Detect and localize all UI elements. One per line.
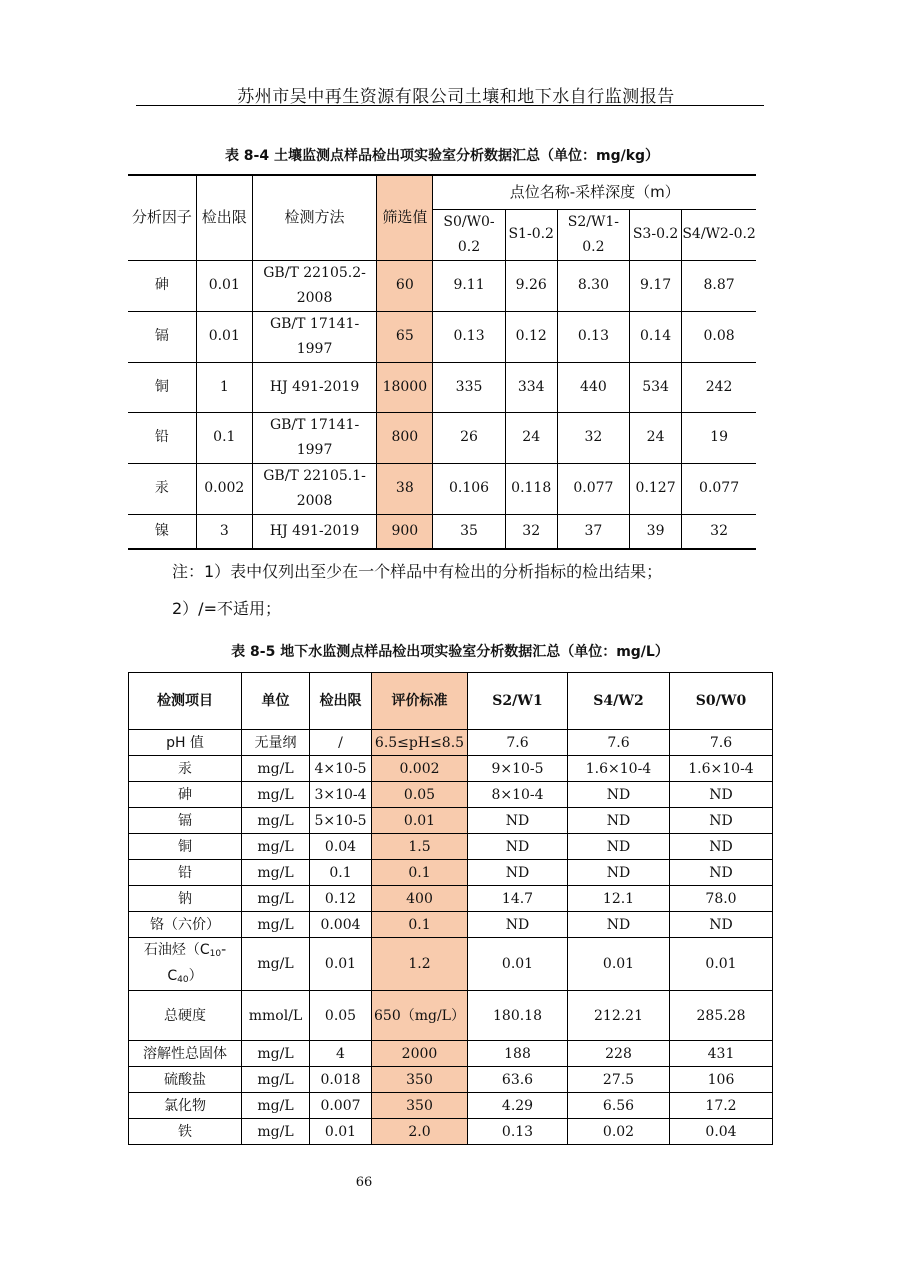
- cell-s2: 63.6: [468, 1067, 568, 1093]
- table-row: [129, 1093, 773, 1119]
- col-header-unit: 单位: [242, 673, 310, 730]
- cell-limit: 0.01: [310, 938, 372, 991]
- cell-s2: 14.7: [468, 886, 568, 912]
- cell-value: 334: [505, 362, 557, 412]
- cell-item: 铁: [129, 1119, 242, 1145]
- cell-value: 32: [557, 412, 629, 463]
- cell-unit: mg/L: [242, 1067, 310, 1093]
- cell-factor: 铅: [128, 412, 196, 463]
- cell-value: 0.127: [630, 463, 682, 514]
- cell-item: 汞: [129, 756, 242, 782]
- cell-s2: 0.13: [468, 1119, 568, 1145]
- cell-value: 8.87: [682, 260, 756, 311]
- cell-s4: ND: [568, 782, 670, 808]
- cell-value: 242: [682, 362, 756, 412]
- cell-s2: ND: [468, 860, 568, 886]
- cell-value: 0.077: [557, 463, 629, 514]
- cell-limit: 0.007: [310, 1093, 372, 1119]
- cell-screen: 900: [377, 514, 433, 549]
- cell-s0: 0.01: [670, 938, 773, 991]
- cell-item: 硫酸盐: [129, 1067, 242, 1093]
- cell-s0: ND: [670, 834, 773, 860]
- table-row: [129, 886, 773, 912]
- cell-item: 铜: [129, 834, 242, 860]
- cell-limit: 3: [196, 514, 252, 549]
- cell-item: 石油烃$(C_{10}-C_{40})$: [129, 938, 242, 991]
- cell-item: 镉: [129, 808, 242, 834]
- col-header-limit: 检出限: [310, 673, 372, 730]
- table-row: [129, 938, 773, 991]
- cell-limit: 3×10-4: [310, 782, 372, 808]
- col-header-s0: S0/W0: [670, 673, 773, 730]
- cell-s2: 188: [468, 1041, 568, 1067]
- cell-s0: 1.6×10-4: [670, 756, 773, 782]
- col-header-standard: 评价标准: [372, 673, 468, 730]
- cell-value: 32: [505, 514, 557, 549]
- cell-value: 440: [557, 362, 629, 412]
- cell-limit: 4: [310, 1041, 372, 1067]
- cell-s4: 0.01: [568, 938, 670, 991]
- cell-s4: 6.56: [568, 1093, 670, 1119]
- cell-s0: ND: [670, 912, 773, 938]
- cell-unit: mg/L: [242, 808, 310, 834]
- table-row: [129, 756, 773, 782]
- table-row: [129, 782, 773, 808]
- cell-s4: 0.02: [568, 1119, 670, 1145]
- table1-caption: 表 8-4 土壤监测点样品检出项实验室分析数据汇总（单位：mg/kg）: [224, 148, 660, 164]
- cell-standard: 0.05: [372, 782, 468, 808]
- cell-standard: 350: [372, 1067, 468, 1093]
- cell-limit: 0.002: [196, 463, 252, 514]
- cell-value: 0.14: [630, 311, 682, 362]
- cell-standard: 2.0: [372, 1119, 468, 1145]
- cell-item: 氯化物: [129, 1093, 242, 1119]
- cell-standard: 0.002: [372, 756, 468, 782]
- cell-s2: ND: [468, 834, 568, 860]
- cell-method: GB/T 22105.1-2008: [252, 463, 376, 514]
- cell-s2: 0.01: [468, 938, 568, 991]
- cell-method: HJ 491-2019: [252, 362, 376, 412]
- cell-limit: 0.004: [310, 912, 372, 938]
- cell-screen: 38: [377, 463, 433, 514]
- cell-value: 26: [433, 412, 505, 463]
- cell-value: 19: [682, 412, 756, 463]
- cell-item: 溶解性总固体: [129, 1041, 242, 1067]
- cell-standard: 0.01: [372, 808, 468, 834]
- cell-limit: 0.01: [310, 1119, 372, 1145]
- cell-unit: mg/L: [242, 912, 310, 938]
- cell-s0: ND: [670, 860, 773, 886]
- cell-method: GB/T 17141-1997: [252, 412, 376, 463]
- cell-s2: ND: [468, 912, 568, 938]
- cell-limit: 0.018: [310, 1067, 372, 1093]
- cell-limit: 5×10-5: [310, 808, 372, 834]
- cell-factor: 铜: [128, 362, 196, 412]
- cell-s4: ND: [568, 860, 670, 886]
- cell-value: 335: [433, 362, 505, 412]
- cell-s0: ND: [670, 782, 773, 808]
- cell-value: 0.13: [557, 311, 629, 362]
- table-row: [129, 912, 773, 938]
- cell-item: pH 值: [129, 730, 242, 756]
- table-row: [128, 514, 756, 549]
- cell-value: 0.106: [433, 463, 505, 514]
- table-row: [129, 808, 773, 834]
- cell-value: 37: [557, 514, 629, 549]
- cell-unit: mg/L: [242, 1041, 310, 1067]
- table-row: [129, 1119, 773, 1145]
- cell-limit: 0.1: [196, 412, 252, 463]
- cell-unit: mg/L: [242, 860, 310, 886]
- cell-standard: 2000: [372, 1041, 468, 1067]
- cell-s4: 12.1: [568, 886, 670, 912]
- col-header-point: S3-0.2: [630, 209, 682, 260]
- col-header-item: 检测项目: [129, 673, 242, 730]
- table-row: [128, 362, 756, 412]
- table-row: [129, 1041, 773, 1067]
- cell-value: 0.13: [433, 311, 505, 362]
- groundwater-results-table: [128, 672, 773, 1145]
- cell-item: 铅: [129, 860, 242, 886]
- cell-standard: 350: [372, 1093, 468, 1119]
- cell-s0: 106: [670, 1067, 773, 1093]
- cell-s4: 27.5: [568, 1067, 670, 1093]
- cell-limit: 1: [196, 362, 252, 412]
- cell-value: 32: [682, 514, 756, 549]
- table-row: [129, 860, 773, 886]
- cell-s4: 1.6×10-4: [568, 756, 670, 782]
- table-row: [129, 834, 773, 860]
- cell-item: 砷: [129, 782, 242, 808]
- table-row: [128, 260, 756, 311]
- cell-standard: 6.5≤pH≤8.5: [372, 730, 468, 756]
- cell-s4: 228: [568, 1041, 670, 1067]
- col-header-method: 检测方法: [252, 175, 376, 260]
- cell-limit: 0.01: [196, 311, 252, 362]
- cell-unit: 无量纲: [242, 730, 310, 756]
- col-header-limit: 检出限: [196, 175, 252, 260]
- table-row: [128, 412, 756, 463]
- cell-value: 9.26: [505, 260, 557, 311]
- col-header-s4: S4/W2: [568, 673, 670, 730]
- cell-method: GB/T 17141-1997: [252, 311, 376, 362]
- page-number: 66: [355, 1175, 373, 1190]
- cell-item: 铬（六价）: [129, 912, 242, 938]
- cell-s0: 7.6: [670, 730, 773, 756]
- cell-screen: 65: [377, 311, 433, 362]
- cell-limit: /: [310, 730, 372, 756]
- col-header-factor: 分析因子: [128, 175, 196, 260]
- header-rule: [136, 105, 764, 106]
- cell-unit: mg/L: [242, 886, 310, 912]
- cell-screen: 800: [377, 412, 433, 463]
- col-header-screen: 筛选值: [377, 175, 433, 260]
- cell-standard: 0.1: [372, 912, 468, 938]
- cell-screen: 60: [377, 260, 433, 311]
- cell-value: 0.077: [682, 463, 756, 514]
- cell-value: 9.11: [433, 260, 505, 311]
- cell-value: 9.17: [630, 260, 682, 311]
- cell-value: 24: [505, 412, 557, 463]
- table-row: [129, 991, 773, 1041]
- cell-s0: ND: [670, 808, 773, 834]
- cell-item: 钠: [129, 886, 242, 912]
- cell-s2: 7.6: [468, 730, 568, 756]
- cell-unit: mg/L: [242, 756, 310, 782]
- cell-s4: ND: [568, 834, 670, 860]
- cell-unit: mg/L: [242, 782, 310, 808]
- cell-s2: 180.18: [468, 991, 568, 1041]
- table-row: [128, 311, 756, 362]
- cell-limit: 0.12: [310, 886, 372, 912]
- cell-value: 24: [630, 412, 682, 463]
- cell-s0: 78.0: [670, 886, 773, 912]
- table-row: [128, 463, 756, 514]
- col-header-s2: S2/W1: [468, 673, 568, 730]
- cell-value: 0.118: [505, 463, 557, 514]
- cell-factor: 镍: [128, 514, 196, 549]
- cell-s2: ND: [468, 808, 568, 834]
- cell-s0: 431: [670, 1041, 773, 1067]
- cell-standard: 650（mg/L）: [372, 991, 468, 1041]
- cell-unit: mmol/L: [242, 991, 310, 1041]
- cell-value: 8.30: [557, 260, 629, 311]
- cell-item: 总硬度: [129, 991, 242, 1041]
- cell-factor: 汞: [128, 463, 196, 514]
- cell-limit: 0.1: [310, 860, 372, 886]
- cell-s4: 7.6: [568, 730, 670, 756]
- cell-factor: 镉: [128, 311, 196, 362]
- cell-unit: mg/L: [242, 938, 310, 991]
- cell-factor: 砷: [128, 260, 196, 311]
- cell-value: 0.08: [682, 311, 756, 362]
- cell-method: HJ 491-2019: [252, 514, 376, 549]
- cell-s0: 285.28: [670, 991, 773, 1041]
- cell-s4: ND: [568, 808, 670, 834]
- cell-unit: mg/L: [242, 1093, 310, 1119]
- cell-limit: 0.01: [196, 260, 252, 311]
- cell-s2: 4.29: [468, 1093, 568, 1119]
- col-header-point: S1-0.2: [505, 209, 557, 260]
- cell-s4: ND: [568, 912, 670, 938]
- cell-limit: 0.04: [310, 834, 372, 860]
- cell-screen: 18000: [377, 362, 433, 412]
- cell-s0: 0.04: [670, 1119, 773, 1145]
- note-line-2: 2）/=不适用；: [172, 599, 281, 618]
- col-header-point: S4/W2-0.2: [682, 209, 756, 260]
- cell-unit: mg/L: [242, 1119, 310, 1145]
- cell-limit: 0.05: [310, 991, 372, 1041]
- cell-standard: 0.1: [372, 860, 468, 886]
- cell-value: 534: [630, 362, 682, 412]
- cell-method: GB/T 22105.2-2008: [252, 260, 376, 311]
- cell-s0: 17.2: [670, 1093, 773, 1119]
- note-line-1: 注：1）表中仅列出至少在一个样品中有检出的分析指标的检出结果；: [172, 562, 663, 581]
- table-row: [129, 1067, 773, 1093]
- soil-results-table: [128, 174, 756, 550]
- table-row: [129, 730, 773, 756]
- cell-limit: 4×10-5: [310, 756, 372, 782]
- col-header-group: 点位名称-采样深度（m）: [433, 175, 756, 209]
- cell-value: 39: [630, 514, 682, 549]
- cell-unit: mg/L: [242, 834, 310, 860]
- cell-standard: 1.5: [372, 834, 468, 860]
- col-header-point: S2/W1-0.2: [557, 209, 629, 260]
- table2-caption: 表 8-5 地下水监测点样品检出项实验室分析数据汇总（单位：mg/L）: [231, 644, 669, 660]
- cell-s2: 9×10-5: [468, 756, 568, 782]
- report-header-title: 苏州市吴中再生资源有限公司土壤和地下水自行监测报告: [237, 87, 675, 107]
- cell-standard: 400: [372, 886, 468, 912]
- col-header-point: S0/W0-0.2: [433, 209, 505, 260]
- cell-s2: 8×10-4: [468, 782, 568, 808]
- cell-standard: 1.2: [372, 938, 468, 991]
- cell-s4: 212.21: [568, 991, 670, 1041]
- cell-value: 35: [433, 514, 505, 549]
- cell-value: 0.12: [505, 311, 557, 362]
